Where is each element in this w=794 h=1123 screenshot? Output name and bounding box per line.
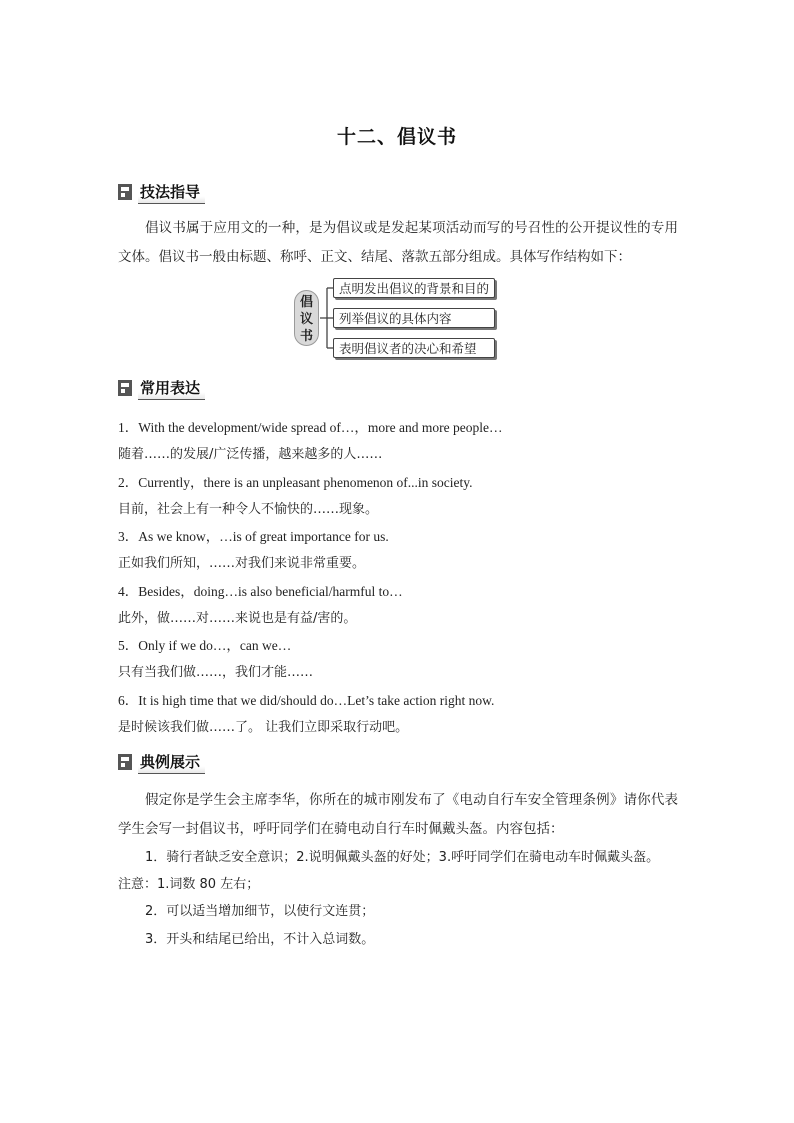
expression-zh: 只有当我们做……，我们才能……: [118, 665, 314, 680]
section-title: 典例展示: [138, 751, 205, 774]
expression-en: 6．It is high time that we did/should do…Let’s take action right now.: [118, 693, 495, 708]
expression-zh: 此外，做……对……来说也是有益/害的。: [118, 611, 357, 626]
diagram-item: 表明倡议者的决心和希望: [333, 338, 495, 358]
expression-zh: 目前，社会上有一种令人不愉快的……现象。: [118, 502, 379, 517]
diagram-item: 点明发出倡议的背景和目的: [333, 278, 495, 298]
example-note: 3．开头和结尾已给出，不计入总词数。: [145, 932, 375, 947]
diagram-item: 列举倡议的具体内容: [333, 308, 495, 328]
expression-en: 5．Only if we do…，can we…: [118, 638, 292, 653]
section-title: 常用表达: [138, 377, 205, 400]
guide-paragraph: 倡议书属于应用文的一种，是为倡议或是发起某项活动而写的号召性的公开提议性的专用文体。倡议书一般由标题、称呼、正文、结尾、落款五部分组成。具体写作结构如下：: [118, 220, 678, 265]
section-marker-icon: [118, 754, 132, 770]
diagram-root-char: 倡: [299, 295, 313, 310]
section-marker-icon: [118, 380, 132, 396]
expression-en: 4．Besides，doing…is also beneficial/harmful to…: [118, 584, 403, 599]
expression-en: 2．Currently，there is an unpleasant phenomenon of...in society.: [118, 475, 473, 490]
expression-zh: 是时候该我们做……了。 让我们立即采取行动吧。: [118, 720, 409, 735]
diagram-root-char: 书: [299, 329, 313, 344]
diagram-root-char: 议: [299, 312, 313, 327]
example-paragraph: 假定你是学生会主席李华，你所在的城市刚发布了《电动自行车安全管理条例》请你代表学生会写一封倡议书，呼吁同学们在骑电动自行车时佩戴头盔。内容包括：: [118, 792, 678, 837]
section-marker-icon: [118, 184, 132, 200]
example-point: 1．骑行者缺乏安全意识；2.说明佩戴头盔的好处；3.呼吁同学们在骑电动车时佩戴头盔。: [145, 850, 660, 865]
page-title: 十二、倡议书: [336, 126, 457, 148]
expression-en: 1．With the development/wide spread of…，more and more people…: [118, 420, 503, 435]
example-note: 2．可以适当增加细节，以使行文连贯；: [145, 904, 375, 919]
structure-diagram: [291, 276, 503, 362]
diagram-root: [294, 290, 319, 346]
example-note: 注意：1.词数 80 左右；: [118, 877, 260, 892]
expression-zh: 随着……的发展/广泛传播，越来越多的人……: [118, 447, 383, 462]
section-title: 技法指导: [138, 181, 205, 204]
expression-zh: 正如我们所知，……对我们来说非常重要。: [118, 556, 366, 571]
expression-en: 3．As we know，…is of great importance for us.: [118, 529, 389, 544]
